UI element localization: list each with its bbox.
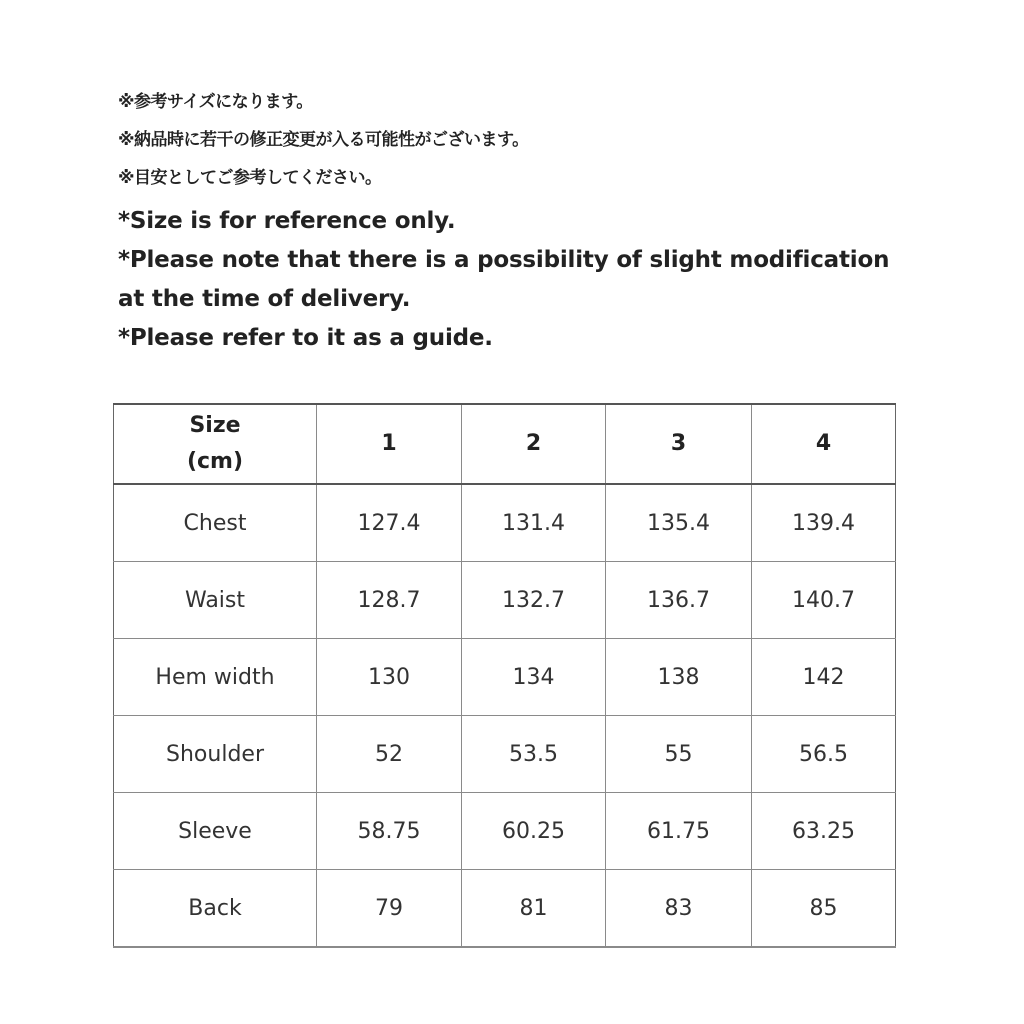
note-jp-reference-size: ※参考サイズになります。 <box>118 92 313 112</box>
measurement-cell: 55 <box>606 716 752 793</box>
measurement-cell: 81 <box>462 870 606 948</box>
table-header-row <box>114 404 896 484</box>
measurement-cell: 58.75 <box>317 793 462 870</box>
measurement-cell: 61.75 <box>606 793 752 870</box>
table-row <box>114 639 896 716</box>
row-label: Waist <box>114 562 317 639</box>
table-row <box>114 870 896 948</box>
size-column-header: 4 <box>752 404 896 484</box>
measurement-cell: 127.4 <box>317 484 462 562</box>
measurement-cell: 128.7 <box>317 562 462 639</box>
size-column-header: 3 <box>606 404 752 484</box>
measurement-cell: 138 <box>606 639 752 716</box>
size-column-header: 2 <box>462 404 606 484</box>
table-row <box>114 562 896 639</box>
note-en-modification: *Please note that there is a possibility of slight modification at the time of delivery. <box>118 247 890 312</box>
measurement-cell: 132.7 <box>462 562 606 639</box>
measurement-cell: 85 <box>752 870 896 948</box>
size-chart-table <box>113 403 896 948</box>
measurement-cell: 56.5 <box>752 716 896 793</box>
measurement-cell: 142 <box>752 639 896 716</box>
measurement-cell: 139.4 <box>752 484 896 562</box>
row-label: Chest <box>114 484 317 562</box>
row-label: Back <box>114 870 317 948</box>
measurement-cell: 130 <box>317 639 462 716</box>
size-notes <box>118 92 918 358</box>
note-jp-guide: ※目安としてご参考してください。 <box>118 168 382 188</box>
measurement-cell: 134 <box>462 639 606 716</box>
row-label: Shoulder <box>114 716 317 793</box>
table-row <box>114 484 896 562</box>
measurement-cell: 140.7 <box>752 562 896 639</box>
measurement-cell: 60.25 <box>462 793 606 870</box>
table-row <box>114 716 896 793</box>
measurement-cell: 52 <box>317 716 462 793</box>
measurement-cell: 135.4 <box>606 484 752 562</box>
row-label: Hem width <box>114 639 317 716</box>
unit-header-label: (cm) <box>186 449 244 474</box>
note-en-guide: *Please refer to it as a guide. <box>118 325 493 351</box>
table-row <box>114 793 896 870</box>
size-column-header: 1 <box>317 404 462 484</box>
measurement-cell: 83 <box>606 870 752 948</box>
note-jp-modification: ※納品時に若干の修正変更が入る可能性がございます。 <box>118 130 529 150</box>
measurement-cell: 136.7 <box>606 562 752 639</box>
measurement-cell: 79 <box>317 870 462 948</box>
size-header-label: Size <box>189 413 241 438</box>
note-en-reference-size: *Size is for reference only. <box>118 208 456 234</box>
measurement-cell: 63.25 <box>752 793 896 870</box>
measurement-cell: 53.5 <box>462 716 606 793</box>
size-unit-header <box>114 404 317 484</box>
measurement-cell: 131.4 <box>462 484 606 562</box>
row-label: Sleeve <box>114 793 317 870</box>
